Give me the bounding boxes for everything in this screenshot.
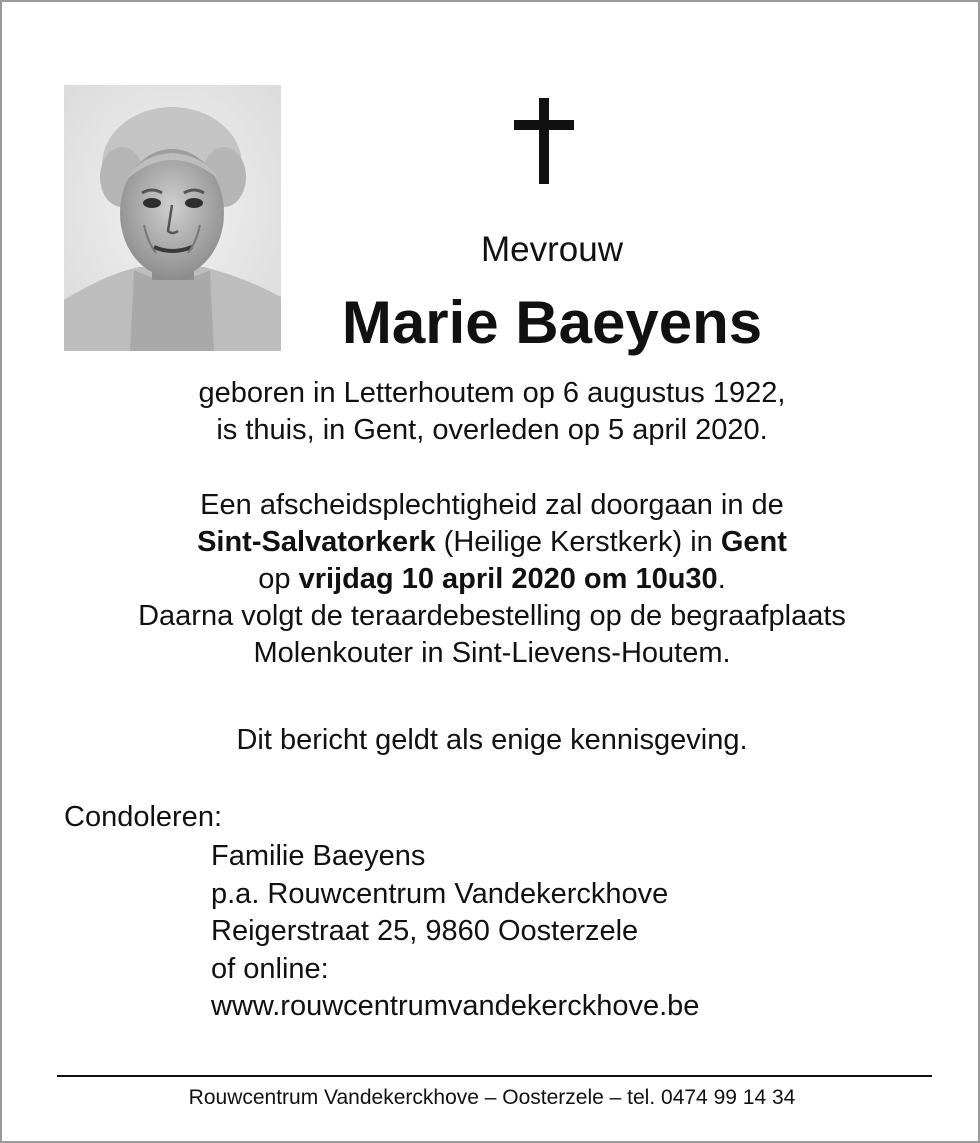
footer-divider bbox=[57, 1075, 932, 1077]
ceremony-datetime bbox=[2, 561, 980, 598]
death-line: is thuis, in Gent, overleden op 5 april 2020. bbox=[216, 414, 768, 446]
condolences-label: Condoleren: bbox=[64, 801, 222, 833]
condolences-website: www.rouwcentrumvandekerckhove.be bbox=[211, 990, 700, 1022]
burial-line: Daarna volgt de teraardebestelling op de begraafplaats bbox=[138, 600, 846, 632]
deceased-name: Marie Baeyens bbox=[341, 289, 763, 356]
footer-contact: Rouwcentrum Vandekerckhove – Oosterzele – tel. 0474 99 14 34 bbox=[188, 1086, 796, 1109]
ceremony-city: Gent bbox=[720, 526, 787, 558]
portrait-photo bbox=[64, 85, 281, 351]
burial-place: Molenkouter in Sint-Lievens-Houtem. bbox=[253, 637, 731, 669]
ceremony-date: vrijdag 10 april 2020 om 10u30 bbox=[298, 563, 718, 595]
condolences-care-of: p.a. Rouwcentrum Vandekerckhove bbox=[211, 877, 669, 910]
ceremony-location bbox=[2, 524, 980, 561]
cross-icon bbox=[514, 98, 574, 184]
life-dates bbox=[2, 375, 980, 449]
date-prefix: op bbox=[258, 563, 299, 595]
condolences-online-label: of online: bbox=[211, 952, 329, 985]
notice-text: Dit bericht geldt als enige kennisgeving. bbox=[236, 724, 748, 756]
condolences-family: Familie Baeyens bbox=[211, 840, 426, 872]
condolences-street: Reigerstraat 25, 9860 Oosterzele bbox=[211, 915, 639, 947]
church-name: Sint-Salvatorkerk bbox=[197, 526, 436, 558]
title-salutation: Mevrouw bbox=[481, 230, 623, 269]
church-alt-name: (Heilige Kerstkerk) in bbox=[435, 526, 721, 558]
ceremony-intro: Een afscheidsplechtigheid zal doorgaan in de bbox=[200, 489, 784, 521]
date-suffix: . bbox=[717, 563, 726, 595]
portrait-image bbox=[64, 85, 281, 351]
condolences-address bbox=[211, 838, 699, 1026]
ceremony-details bbox=[2, 487, 980, 672]
birth-line: geboren in Letterhoutem op 6 augustus 1922, bbox=[198, 377, 786, 409]
